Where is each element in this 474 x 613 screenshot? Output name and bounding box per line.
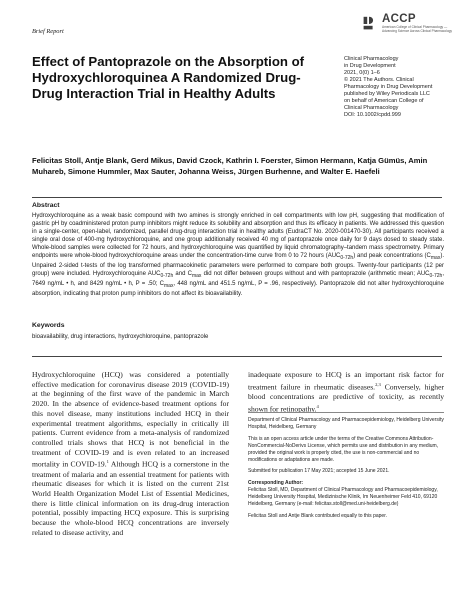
corresponding-author-heading: Corresponding Author: (248, 480, 304, 487)
affiliation: Department of Clinical Pharmacology and Pharmacoepidemiology, Heidelberg University Hospital, Heidelberg, Germany (248, 417, 444, 430)
meta-line: published by Wiley Periodicals LLC (344, 91, 430, 97)
reference-link[interactable]: 4 (316, 403, 319, 409)
meta-line: on behalf of American College of (344, 98, 424, 104)
logo-subtitle: American College of Clinical Pharmacology — Advancing Science Across Clinical Pharmacology (382, 25, 452, 33)
divider (32, 356, 442, 357)
license-note: This is an open access article under the terms of the Creative Commons Attribution-NonCommercial-NoDerivs License, which permits use and distribution in any medium, provided the original work is properly cited, the use is non-commercial and no modifications or adaptations are made. (248, 435, 439, 463)
corresponding-author: Felicitas Stoll, MD, Department of Clinical Pharmacology and Pharmacoepidemiology, Heidelberg University Hospital, Medizinische Klinik, Im Neuenheimer Feld 410, 69120 Heidelberg, Germany (e-mail: felicitas.stoll@med.uni-heidelberg.de) (248, 487, 438, 508)
footnotes (248, 417, 444, 525)
meta-line: in Drug Development (344, 63, 396, 69)
keywords-text: bioavailability, drug interactions, hydroxychloroquine, pantoprazole (32, 334, 209, 340)
meta-line: © 2021 The Authors. Clinical (344, 77, 414, 83)
abstract-text: Hydroxychloroquine as a weak basic compound with two amines is strongly enriched in cell compartments with low pH, suggesting that modification of gastric pH by coadministered proton pump inhibitors might reduce its solubility and absorption and thus its efficacy in patients. We addressed this question in a single-center, open-label, randomized, parallel drug-drug interaction trial in healthy adults (EudraCT No. 2020-001470-30). All participants received a single oral dose of 400-mg hydroxychloroquine, and one group additionally received 40 mg of pantoprazole once daily for 9 days dosed to steady state. Whole-blood samples were collected for 72 hours, and hydroxychloroquine was quantified by liquid chromatography–tandem mass spectrometry. Primary endpoints were whole-blood hydroxychloroquine areas under the concentration-time curve from 0 to 72 hours $(AUC_{0-72h})$ and peak concentrations $(C_{max})$. Unpaired 2-sided t-tests of the log transformed pharmacokinetic parameters were performed to compare both groups. Twenty-four participants (12 per group) were included. Hydroxychloroquine $AUC_{0-72h}$ and $C_{max}$ did not differ between groups without and with pantoprazole (arithmetic mean; $AUC_{0-72h}$, 7649 ng/mL • h, and 8429 ng/mL • h, P = .50; $C_{max}$, 448 ng/mL and 451.5 ng/mL, P = .96, respectively). Pantoprazole did not alter hydroxychloroquine absorption, indicating that proton pump inhibitors do not affect its bioavailability. (32, 213, 444, 297)
author-list: Felicitas Stoll, Antje Blank, Gerd Mikus, David Czock, Kathrin I. Foerster, Simon Hermann, Katja Gümüs, Amin Muhareb, Simone Hummler, Max Sauter, Johanna Weiss, Jürgen Burhenne, and Walter E. Haefeli (32, 156, 428, 176)
logo-wordmark: ACCP (382, 13, 416, 25)
reference-link[interactable]: 1 (106, 459, 109, 465)
body-column-left: Hydroxychloroquine (HCQ) was considered a potentially effective medication for coronavirus disease 2019 (COVID-19) at the beginning of the first wave of the pandemic in March 2020. In the absence of evidence-based treatment options for this novel disease, many institutions included HCQ in their experimental treatment algorithms, especially in critically ill patients. Current evidence from a meta-analysis of randomized controlled trials shows that HCQ is not beneficial in the treatment of COVID-19 and is even related to an increased mortality in COVID-19.$^1$ Although HCQ is a cornerstone in the treatment of malaria and an essential treatment for patients with rheumatic diseases for which it is listed on the current 21st World Health Organization Model List of Essential Medicines, there is little clinical information on its drug-drug interaction potential, possibly impacting HCQ exposure. This is surprising because the whole-blood HCQ concentrations are inversely related to disease activity, and (32, 370, 230, 537)
journal-meta (344, 56, 454, 119)
doi-link[interactable]: DOI: 10.1002/cpdd.999 (344, 112, 401, 118)
meta-line: Clinical Pharmacology (344, 105, 399, 111)
article-type: Brief Report (32, 28, 64, 35)
submission-dates: Submitted for publication 17 May 2021; accepted 15 June 2021. (248, 468, 390, 475)
divider (32, 197, 442, 198)
body-column-right: inadequate exposure to HCQ is an important risk factor for treatment failure in rheumatic diseases.$^{2,3}$ Conversely, higher blood concentrations are predictive of toxicity, as recently shown for retinopathy.$^4$ (248, 370, 444, 414)
journal-logo (360, 14, 464, 36)
meta-line: Pharmacology in Drug Development (344, 84, 433, 90)
footnote-divider (248, 412, 444, 413)
meta-line: 2021, 0(0) 1–6 (344, 70, 380, 76)
article-title: Effect of Pantoprazole on the Absorption of Hydroxychloroquinea A Randomized Drug-Drug Interaction Trial in Healthy Adults (32, 54, 305, 101)
meta-line: Clinical Pharmacology (344, 56, 399, 62)
keywords-heading: Keywords (32, 322, 65, 329)
accp-mark-icon (360, 15, 378, 33)
equal-contribution-note: Felicitas Stoll and Antje Blank contributed equally to this paper. (248, 512, 387, 519)
abstract-heading: Abstract (32, 202, 60, 209)
reference-link[interactable]: 2,3 (375, 381, 381, 387)
